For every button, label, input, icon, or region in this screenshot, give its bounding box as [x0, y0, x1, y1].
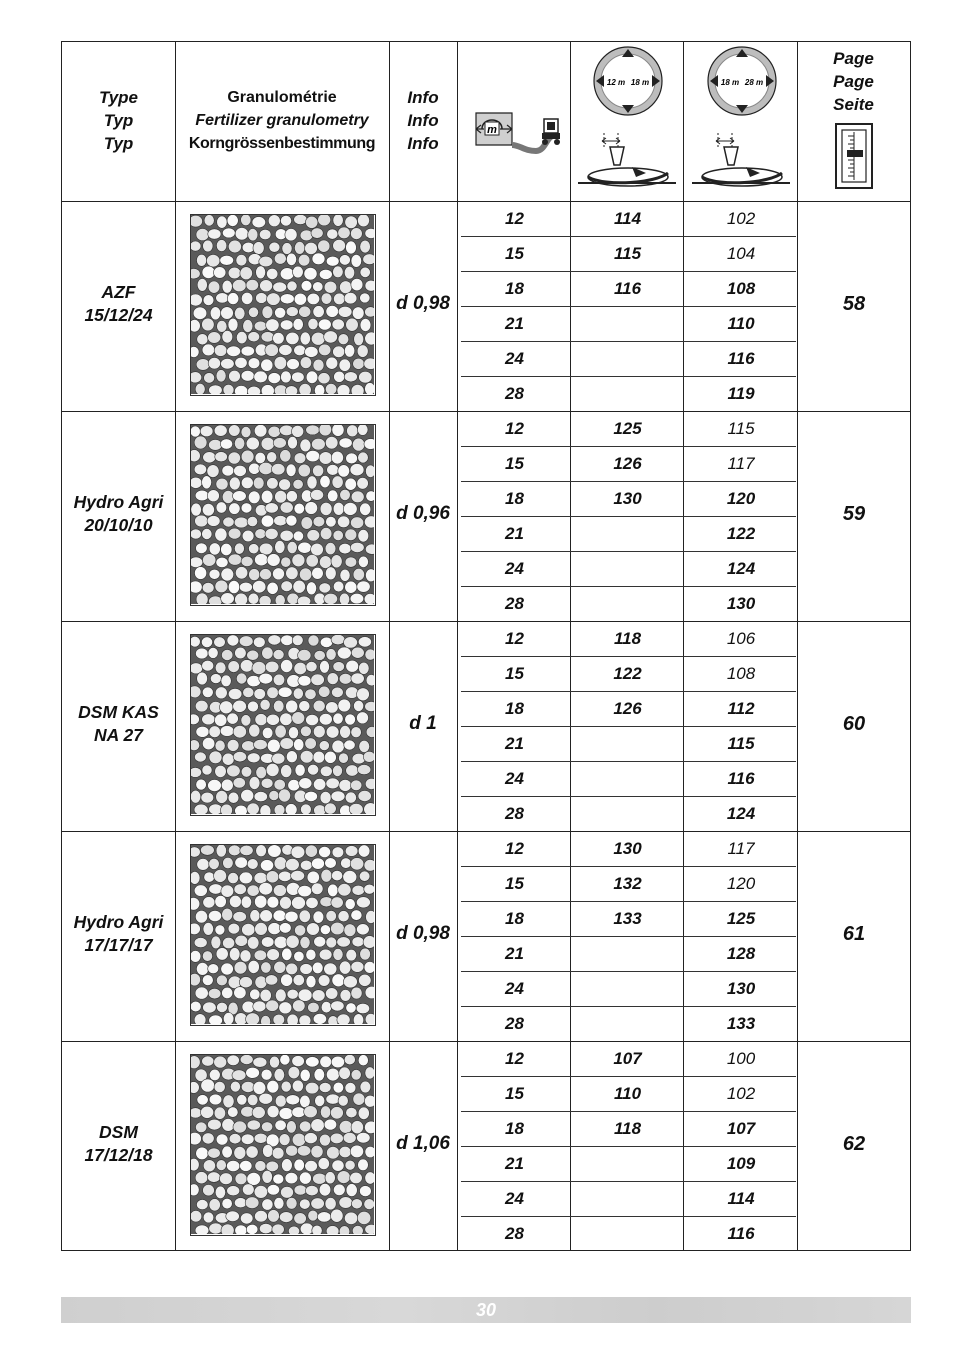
setting-18-28-cell: 119 — [727, 384, 755, 403]
setting-12-18-cell: 116 — [613, 279, 642, 298]
fertilizer-table — [61, 41, 911, 1251]
setting-18-28-cell: 102 — [726, 209, 756, 228]
working-width-cell: 28 — [505, 1014, 524, 1033]
setting-18-28-cell: 125 — [726, 909, 756, 928]
fertilizer-type — [62, 911, 175, 957]
header-type — [62, 86, 175, 155]
setting-12-18-cell — [571, 1006, 684, 1041]
working-width-cell: 21 — [505, 944, 524, 963]
setting-18-28-cell: 120 — [726, 874, 756, 893]
fertilizer-type — [62, 1121, 175, 1167]
density-info: d 0,98 — [396, 923, 450, 944]
disc1-label: 18 m — [630, 78, 650, 87]
density-info: d 1,06 — [396, 1133, 450, 1154]
setting-12-18-cell: 130 — [613, 489, 642, 508]
setting-12-18-cell — [571, 586, 684, 621]
fertilizer-type-line: 20/10/10 — [84, 515, 153, 535]
setting-18-28-cell: 120 — [726, 489, 756, 508]
working-width-cell: 28 — [505, 1224, 524, 1243]
working-width-cell: 12 — [505, 839, 524, 858]
fertilizer-type-line: 17/12/18 — [84, 1145, 153, 1165]
setting-12-18-cell: 132 — [613, 874, 642, 893]
working-width-cell: 15 — [505, 1084, 524, 1103]
setting-18-28-cell: 108 — [726, 279, 756, 298]
working-width-cell: 18 — [505, 279, 524, 298]
header-granulometry-line: Granulométrie — [227, 89, 337, 106]
setting-12-18-cell — [571, 1181, 684, 1216]
setting-12-18-cell: 118 — [613, 1119, 642, 1138]
page-reference: 59 — [842, 503, 866, 525]
density-info: d 1 — [409, 713, 437, 734]
setting-18-28-cell: 116 — [727, 1224, 755, 1243]
working-width-cell: 18 — [505, 909, 524, 928]
setting-12-18-cell — [571, 306, 684, 341]
fertilizer-type-line: 15/12/24 — [84, 305, 153, 325]
adjustment-scale-icon — [834, 122, 874, 195]
fertilizer-type-line: 17/17/17 — [84, 935, 153, 955]
granule-photo — [190, 844, 376, 1026]
setting-18-28-cell: 133 — [726, 1014, 756, 1033]
header-info-line: Info — [407, 111, 439, 130]
disc-12-18-icon — [576, 45, 680, 200]
page-reference: 61 — [842, 923, 866, 945]
working-width-cell: 12 — [505, 629, 524, 648]
working-width-cell: 24 — [505, 979, 524, 998]
fertilizer-type-line: DSM — [99, 1122, 138, 1142]
fertilizer-type-line: Hydro Agri — [73, 492, 164, 512]
setting-12-18-cell — [571, 796, 684, 831]
header-info — [389, 86, 457, 155]
setting-18-28-cell: 122 — [726, 524, 756, 543]
fertilizer-type — [62, 701, 175, 747]
setting-12-18-cell — [571, 376, 684, 411]
setting-12-18-cell — [571, 516, 684, 551]
fertilizer-type-line: Hydro Agri — [73, 912, 164, 932]
setting-18-28-cell: 117 — [727, 454, 755, 473]
setting-12-18-cell: 126 — [613, 699, 642, 718]
setting-18-28-cell: 124 — [726, 804, 756, 823]
header-granulometry-line: Korngrössenbestimmung — [188, 135, 376, 152]
working-width-cell: 28 — [505, 594, 524, 613]
setting-12-18-cell: 118 — [613, 629, 642, 648]
working-width-cell: 18 — [505, 699, 524, 718]
setting-12-18-cell: 107 — [613, 1049, 642, 1068]
disc1-label: 12 m — [606, 78, 626, 87]
working-width-cell: 12 — [505, 1049, 524, 1068]
working-width-cell: 24 — [505, 1189, 524, 1208]
header-type-line: Typ — [103, 134, 134, 153]
setting-12-18-cell — [571, 936, 684, 971]
granule-photo — [190, 1054, 376, 1236]
header-info-line: Info — [407, 134, 439, 153]
working-width-cell: 15 — [505, 454, 524, 473]
working-width-cell: 18 — [505, 1119, 524, 1138]
setting-18-28-cell: 117 — [727, 839, 755, 858]
working-width-cell: 15 — [505, 244, 524, 263]
setting-18-28-cell: 128 — [726, 944, 756, 963]
setting-12-18-cell — [571, 971, 684, 1006]
header-info-line: Info — [407, 88, 439, 107]
working-width-cell: 15 — [505, 874, 524, 893]
setting-18-28-cell: 130 — [726, 979, 756, 998]
working-width-cell: 28 — [505, 384, 524, 403]
setting-18-28-cell: 116 — [727, 769, 755, 788]
density-info: d 0,96 — [396, 503, 450, 524]
header-page-line: Page — [833, 72, 874, 91]
fertilizer-type-line: DSM KAS — [78, 702, 159, 722]
header-page — [797, 47, 910, 116]
setting-18-28-cell: 107 — [726, 1119, 756, 1138]
working-width-icon — [472, 105, 564, 160]
header-page-line: Seite — [833, 95, 874, 114]
working-width-cell: 24 — [505, 769, 524, 788]
header-granulometry — [175, 86, 389, 155]
setting-12-18-cell: 114 — [613, 209, 642, 228]
setting-12-18-cell: 126 — [613, 454, 642, 473]
disc-18-28-icon — [690, 45, 794, 200]
setting-12-18-cell: 110 — [613, 1084, 642, 1103]
working-width-cell: 15 — [505, 664, 524, 683]
setting-18-28-cell: 108 — [726, 664, 756, 683]
disc2-label: 28 m — [744, 78, 764, 87]
setting-18-28-cell: 115 — [727, 419, 755, 438]
fertilizer-type-line: AZF — [101, 282, 136, 302]
setting-18-28-cell: 130 — [726, 594, 756, 613]
working-width-cell: 21 — [505, 314, 524, 333]
fertilizer-type-line: NA 27 — [94, 725, 143, 745]
setting-12-18-cell: 133 — [613, 909, 642, 928]
working-width-cell: 18 — [505, 489, 524, 508]
setting-12-18-cell — [571, 1146, 684, 1181]
setting-18-28-cell: 100 — [726, 1049, 756, 1068]
density-info: d 0,98 — [396, 293, 450, 314]
footer-bar — [61, 1297, 911, 1323]
setting-12-18-cell: 130 — [613, 839, 642, 858]
setting-18-28-cell: 116 — [727, 349, 755, 368]
page-number: 30 — [475, 1300, 497, 1320]
fertilizer-type — [62, 491, 175, 537]
fertilizer-type — [62, 281, 175, 327]
setting-18-28-cell: 114 — [727, 1189, 755, 1208]
working-width-cell: 12 — [505, 209, 524, 228]
header-page-line: Page — [833, 49, 874, 68]
working-width-cell: 21 — [505, 734, 524, 753]
setting-12-18-cell — [571, 551, 684, 586]
setting-18-28-cell: 106 — [726, 629, 756, 648]
page-reference: 60 — [842, 713, 866, 735]
setting-12-18-cell — [571, 1216, 684, 1251]
working-width-cell: 24 — [505, 349, 524, 368]
setting-12-18-cell: 125 — [613, 419, 642, 438]
setting-12-18-cell: 115 — [613, 244, 642, 263]
setting-18-28-cell: 124 — [726, 559, 756, 578]
setting-12-18-cell: 122 — [613, 664, 642, 683]
working-width-cell: 21 — [505, 524, 524, 543]
page-reference: 58 — [842, 293, 866, 315]
setting-18-28-cell: 112 — [727, 699, 755, 718]
width-icon-letter: m — [487, 124, 497, 136]
header-type-line: Type — [98, 88, 139, 107]
working-width-cell: 21 — [505, 1154, 524, 1173]
working-width-cell: 12 — [505, 419, 524, 438]
page-reference: 62 — [842, 1133, 866, 1155]
setting-18-28-cell: 110 — [727, 314, 755, 333]
setting-12-18-cell — [571, 726, 684, 761]
granule-photo — [190, 634, 376, 816]
header-granulometry-line: Fertilizer granulometry — [195, 112, 369, 129]
working-width-cell: 24 — [505, 559, 524, 578]
setting-18-28-cell: 115 — [727, 734, 755, 753]
setting-18-28-cell: 102 — [726, 1084, 756, 1103]
column-divider — [389, 42, 390, 1250]
setting-18-28-cell: 109 — [726, 1154, 756, 1173]
header-type-line: Typ — [103, 111, 134, 130]
column-divider — [175, 42, 176, 1250]
setting-18-28-cell: 104 — [726, 244, 756, 263]
disc2-label: 18 m — [720, 78, 740, 87]
working-width-cell: 28 — [505, 804, 524, 823]
granule-photo — [190, 424, 376, 606]
granule-photo — [190, 214, 376, 396]
setting-12-18-cell — [571, 761, 684, 796]
setting-12-18-cell — [571, 341, 684, 376]
